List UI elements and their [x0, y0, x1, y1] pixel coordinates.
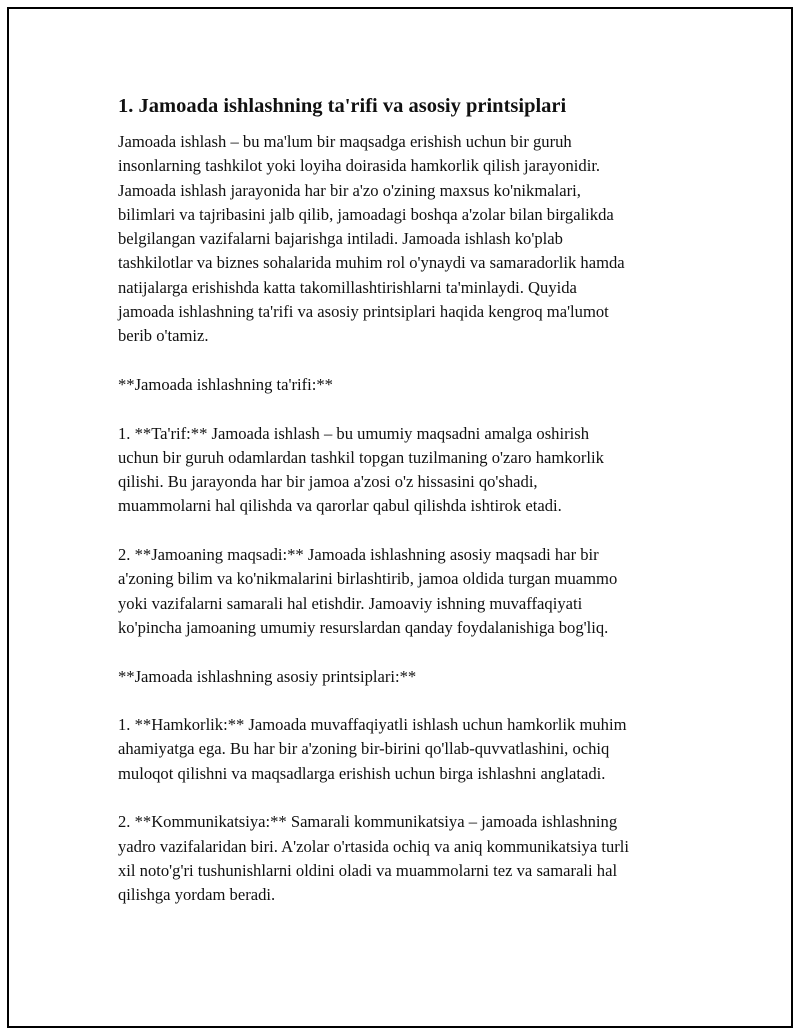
paragraph-list — [118, 130, 708, 908]
document-body — [118, 92, 708, 932]
paragraph — [118, 665, 708, 689]
paragraph-line: qilishi. Bu jarayonda har bir jamoa a'zosi o'z hissasini qo'shadi, — [118, 472, 538, 492]
paragraph-line: a'zoning bilim va ko'nikmalarini birlashtirib, jamoa oldida turgan muammo — [118, 569, 618, 589]
paragraph-line: jamoada ishlashning ta'rifi va asosiy printsiplari haqida kengroq ma'lumot — [118, 302, 609, 322]
paragraph-line: xil noto'g'ri tushunishlarni oldini oladi va muammolarni tez va samarali hal — [118, 860, 618, 880]
paragraph — [118, 130, 708, 349]
paragraph-line: Jamoada ishlash jarayonida har bir a'zo o'zining maxsus ko'nikmalari, — [118, 180, 581, 200]
paragraph-line: yoki vazifalarni samarali hal etishdir. Jamoaviy ishning muvaffaqiyati — [118, 593, 583, 613]
paragraph-line: 1. **Ta'rif:** Jamoada ishlash – bu umumiy maqsadni amalga oshirish — [118, 423, 589, 443]
section-heading: 1. Jamoada ishlashning ta'rifi va asosiy printsiplari — [118, 95, 567, 117]
paragraph-line: muloqot qilishni va maqsadlarga erishish uchun birga ishlashni anglatadi. — [118, 763, 606, 783]
paragraph-line: ahamiyatga ega. Bu har bir a'zoning bir-birini qo'llab-quvvatlashini, ochiq — [118, 739, 610, 759]
paragraph-line: yadro vazifalaridan biri. A'zolar o'rtasida ochiq va aniq kommunikatsiya turli — [118, 836, 630, 856]
paragraph — [118, 713, 708, 786]
paragraph-line: uchun bir guruh odamlardan tashkil topgan tuzilmaning o'zaro hamkorlik — [118, 447, 604, 467]
paragraph-line: 2. **Kommunikatsiya:** Samarali kommunikatsiya – jamoada ishlashning — [118, 812, 618, 832]
paragraph — [118, 810, 708, 907]
paragraph — [118, 422, 708, 519]
paragraph-line: qilishga yordam beradi. — [118, 885, 276, 905]
paragraph-line: natijalarga erishishda katta takomillashtirishlarni ta'minlaydi. Quyida — [118, 277, 577, 297]
paragraph-line: bilimlari va tajribasini jalb qilib, jamoadagi boshqa a'zolar bilan birgalikda — [118, 204, 614, 224]
paragraph-line: Jamoada ishlash – bu ma'lum bir maqsadga erishish uchun bir guruh — [118, 132, 572, 151]
paragraph — [118, 373, 708, 397]
paragraph-line: berib o'tamiz. — [118, 326, 209, 346]
paragraph-line: muammolarni hal qilishda va qarorlar qabul qilishda ishtirok etadi. — [118, 496, 562, 516]
paragraph-line: **Jamoada ishlashning ta'rifi:** — [118, 374, 333, 394]
paragraph-line: 1. **Hamkorlik:** Jamoada muvaffaqiyatli ishlash uchun hamkorlik muhim — [118, 715, 627, 735]
paragraph-line: ko'pincha jamoaning umumiy resurslardan qanday foydalanishiga bog'liq. — [118, 617, 609, 637]
paragraph-line: 2. **Jamoaning maqsadi:** Jamoada ishlashning asosiy maqsadi har bir — [118, 545, 599, 565]
paragraph — [118, 543, 708, 640]
paragraph-line: belgilangan vazifalarni bajarishga intiladi. Jamoada ishlash ko'plab — [118, 229, 563, 249]
paragraph-line: insonlarning tashkilot yoki loyiha doirasida hamkorlik qilish jarayonidir. — [118, 156, 601, 176]
paragraph-line: tashkilotlar va biznes sohalarida muhim rol o'ynaydi va samaradorlik hamda — [118, 253, 625, 273]
paragraph-line: **Jamoada ishlashning asosiy printsiplari:** — [118, 666, 417, 686]
